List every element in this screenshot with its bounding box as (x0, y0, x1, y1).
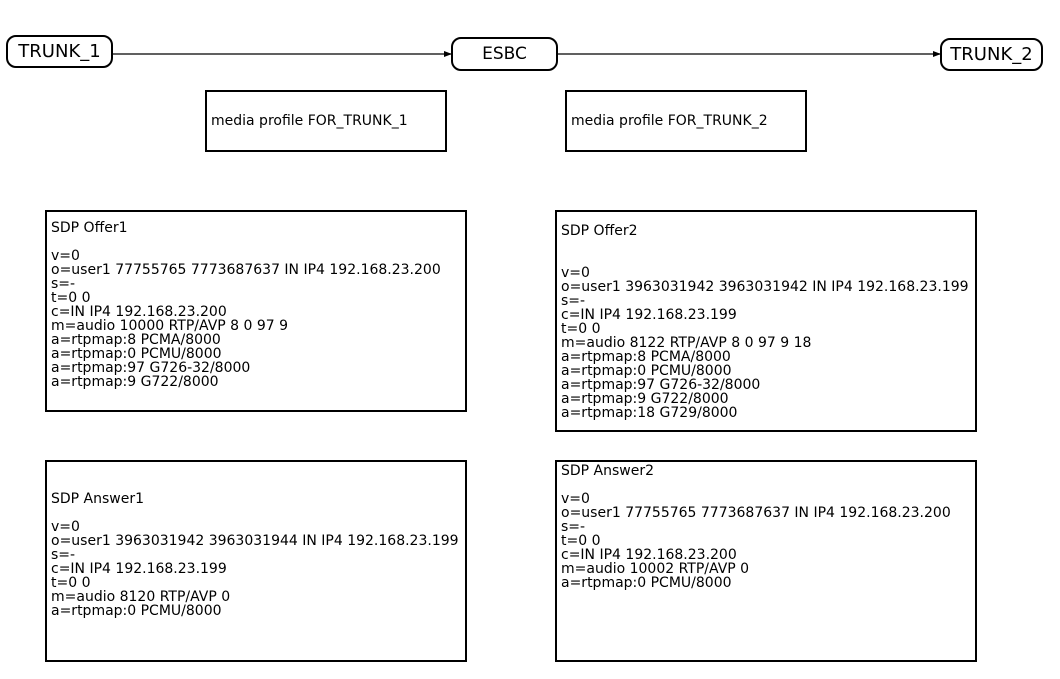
sdp-answer-1-line: m=audio 8120 RTP/AVP 0 (51, 589, 231, 605)
sdp-offer-2-line: s=- (561, 293, 586, 309)
sdp-offer-1-line: v=0 (51, 248, 80, 264)
sdp-offer-2-line: a=rtpmap:0 PCMU/8000 (561, 363, 732, 379)
sdp-offer-2-line: a=rtpmap:97 G726-32/8000 (561, 377, 761, 393)
sdp-offer-2-box (555, 210, 977, 432)
sdp-offer-2-line: v=0 (561, 265, 590, 281)
sdp-offer-1-line: t=0 0 (51, 290, 91, 306)
sdp-answer-1-line: o=user1 3963031942 3963031944 IN IP4 192.168.23.199 (51, 533, 459, 549)
sdp-offer-1-title: SDP Offer1 (51, 220, 128, 236)
trunk-1-label: TRUNK_1 (18, 41, 101, 62)
sdp-offer-1-line: c=IN IP4 192.168.23.200 (51, 304, 227, 320)
trunk-2-node[interactable] (940, 38, 1043, 71)
media-profile-trunk-2[interactable] (565, 90, 807, 152)
sdp-answer-2-line: t=0 0 (561, 533, 601, 549)
sdp-answer-1-line: a=rtpmap:0 PCMU/8000 (51, 603, 222, 619)
sdp-offer-1-line: a=rtpmap:0 PCMU/8000 (51, 346, 222, 362)
sdp-answer-1-line: s=- (51, 547, 76, 563)
sdp-answer-2-line: o=user1 77755765 7773687637 IN IP4 192.168.23.200 (561, 505, 951, 521)
sdp-answer-1-box (45, 460, 467, 662)
sdp-offer-1-line: a=rtpmap:97 G726-32/8000 (51, 360, 251, 376)
sdp-offer-2-line: o=user1 3963031942 3963031942 IN IP4 192.168.23.199 (561, 279, 969, 295)
sdp-offer-2-line: a=rtpmap:9 G722/8000 (561, 391, 729, 407)
sdp-offer-2-line: a=rtpmap:8 PCMA/8000 (561, 349, 731, 365)
sdp-offer-1-line: o=user1 77755765 7773687637 IN IP4 192.168.23.200 (51, 262, 441, 278)
sdp-answer-2-line: s=- (561, 519, 586, 535)
sdp-answer-2-title: SDP Answer2 (561, 463, 655, 479)
trunk-1-node[interactable] (6, 35, 113, 68)
sdp-offer-1-line: s=- (51, 276, 76, 292)
sdp-answer-2-line: m=audio 10002 RTP/AVP 0 (561, 561, 750, 577)
sdp-offer-1-box (45, 210, 467, 412)
sdp-answer-2-line: a=rtpmap:0 PCMU/8000 (561, 575, 732, 591)
media-profile-trunk-1[interactable] (205, 90, 447, 152)
sdp-offer-2-line: m=audio 8122 RTP/AVP 8 0 97 9 18 (561, 335, 812, 351)
sdp-answer-1-line: v=0 (51, 519, 80, 535)
media-profile-trunk-2-label: media profile FOR_TRUNK_2 (571, 113, 768, 129)
trunk-2-label: TRUNK_2 (950, 44, 1033, 65)
sdp-answer-2-box (555, 460, 977, 662)
esbc-node[interactable] (451, 37, 558, 71)
sdp-offer-2-line: c=IN IP4 192.168.23.199 (561, 307, 737, 323)
sdp-answer-1-line: c=IN IP4 192.168.23.199 (51, 561, 227, 577)
sdp-offer-2-title: SDP Offer2 (561, 223, 638, 239)
sdp-offer-1-line: a=rtpmap:8 PCMA/8000 (51, 332, 221, 348)
sdp-answer-2-line: v=0 (561, 491, 590, 507)
sdp-offer-1-line: m=audio 10000 RTP/AVP 8 0 97 9 (51, 318, 289, 334)
sdp-answer-2-line: c=IN IP4 192.168.23.200 (561, 547, 737, 563)
sdp-offer-2-line: a=rtpmap:18 G729/8000 (561, 405, 738, 421)
esbc-label: ESBC (482, 44, 527, 64)
sdp-offer-2-line: t=0 0 (561, 321, 601, 337)
sdp-answer-1-title: SDP Answer1 (51, 491, 145, 507)
sdp-answer-1-line: t=0 0 (51, 575, 91, 591)
sdp-offer-1-line: a=rtpmap:9 G722/8000 (51, 374, 219, 390)
media-profile-trunk-1-label: media profile FOR_TRUNK_1 (211, 113, 408, 129)
